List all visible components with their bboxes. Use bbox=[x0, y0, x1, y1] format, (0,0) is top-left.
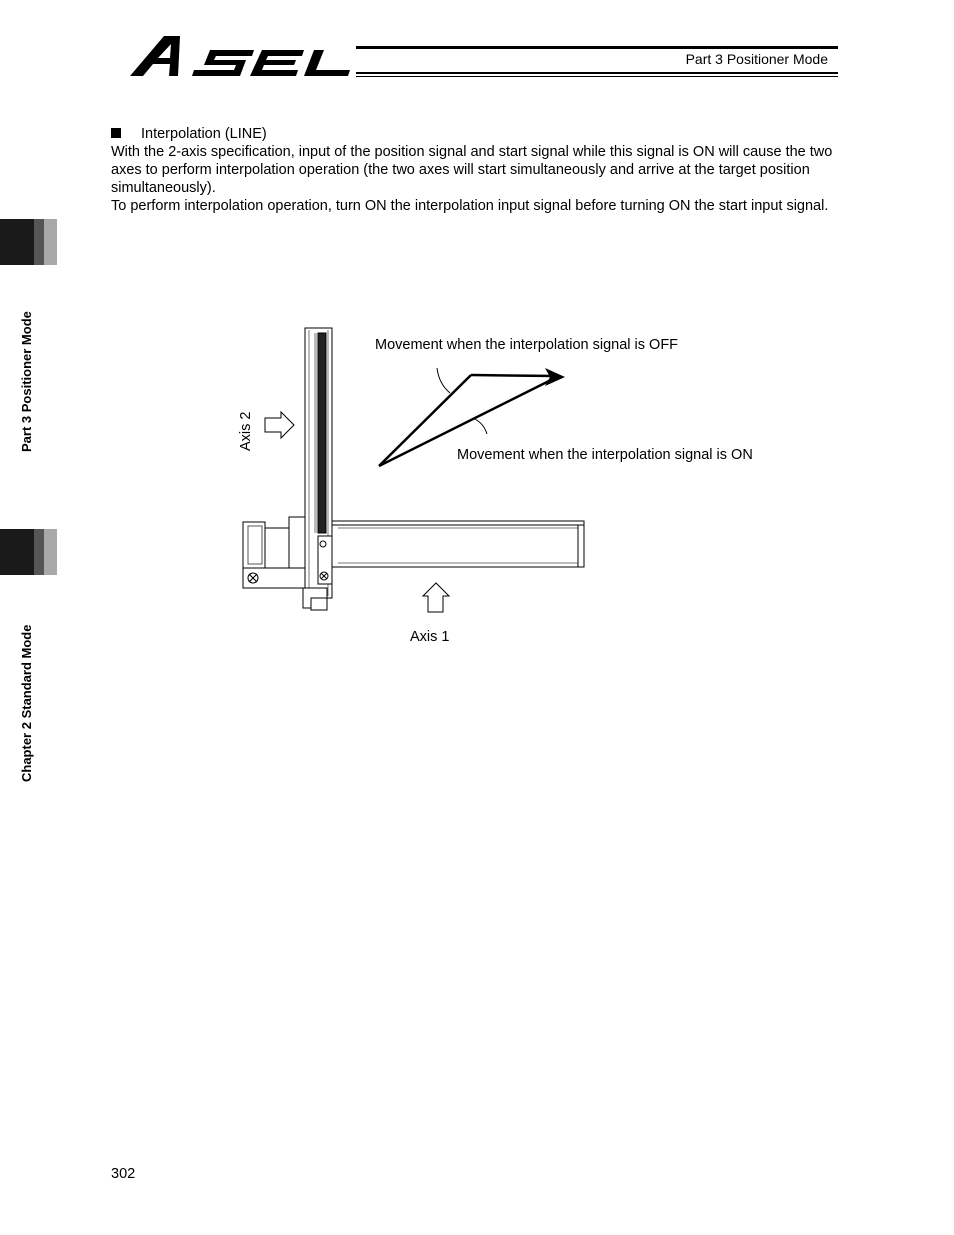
paragraph: To perform interpolation operation, turn ON the interpolation input signal before turning ON the start input signal. bbox=[111, 198, 829, 214]
off-leader bbox=[437, 368, 450, 393]
heading-text: Interpolation (LINE) bbox=[141, 126, 267, 142]
label-interpolation-on: Movement when the interpolation signal is ON bbox=[457, 447, 753, 463]
paragraph: With the 2-axis specification, input of the position signal and start signal while this signal is ON will cause the two axes to perform interpolation operation (the two axes will start simultaneously and arrive at the target position simultaneously). bbox=[111, 144, 833, 196]
axis1-arrow-icon bbox=[423, 583, 449, 612]
page-number: 302 bbox=[111, 1166, 136, 1182]
side-tab-part3: Part 3 Positioner Mode bbox=[19, 311, 34, 452]
axis2-actuator bbox=[303, 328, 332, 610]
label-interpolation-off: Movement when the interpolation signal is OFF bbox=[375, 337, 679, 353]
header-section-title: Part 3 Positioner Mode bbox=[685, 51, 828, 67]
axis2-arrow-icon bbox=[265, 412, 294, 438]
on-leader bbox=[475, 419, 487, 434]
axis1-actuator bbox=[243, 517, 584, 588]
label-axis1: Axis 1 bbox=[410, 629, 450, 645]
label-axis2: Axis 2 bbox=[238, 411, 254, 451]
side-tab-chapter2: Chapter 2 Standard Mode bbox=[19, 624, 34, 782]
